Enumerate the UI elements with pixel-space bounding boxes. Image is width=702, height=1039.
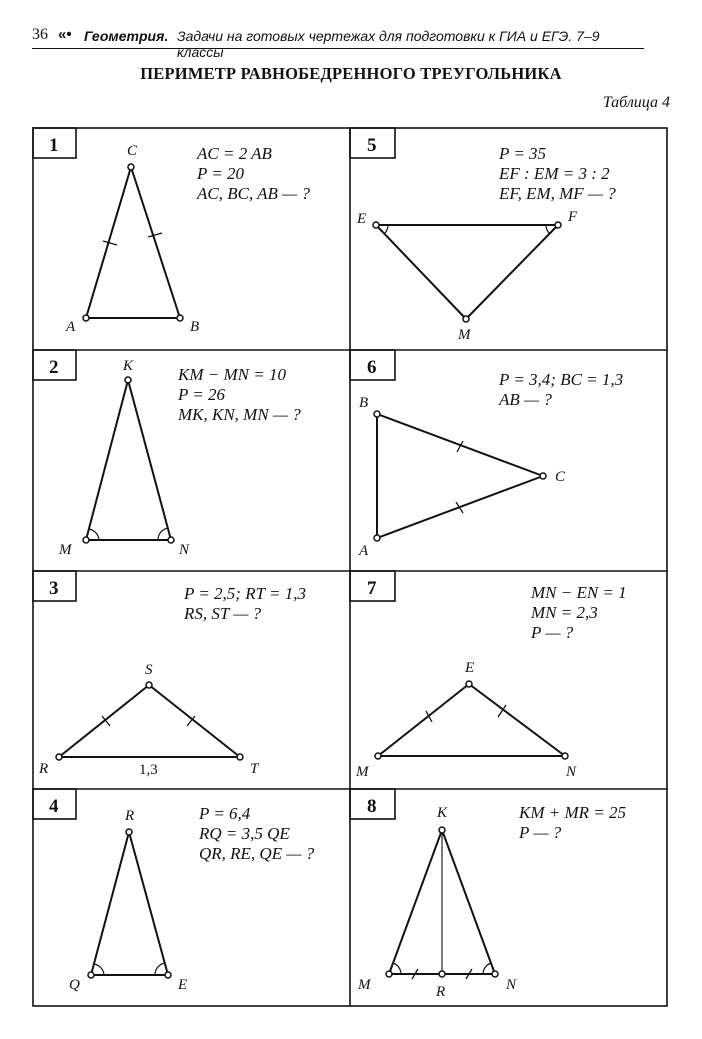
vertex-label: E — [465, 660, 475, 676]
condition-line: P = 6,4 — [199, 804, 251, 823]
condition-line: P = 26 — [178, 385, 226, 404]
book-subtitle: Задачи на готовых чертежах для подготовки к ГИА и ЕГЭ. 7–9 классы — [177, 28, 600, 60]
problem-number-4: 4 — [49, 796, 59, 817]
page-number: 36 — [32, 26, 48, 43]
vertex-label: C — [555, 469, 566, 485]
condition-line: KM + MR = 25 — [519, 803, 626, 822]
vertex-label: M — [59, 542, 72, 558]
problem-number-2: 2 — [49, 357, 59, 378]
problem-4-figure — [69, 804, 315, 993]
book-title: Геометрия. — [84, 28, 169, 44]
vertex-label: A — [359, 543, 369, 559]
problem-6-figure — [358, 370, 623, 559]
condition-line: P = 2,5; RT = 1,3 — [184, 584, 306, 603]
condition-line: AC = 2 AB — [197, 144, 272, 163]
condition-line: RS, ST — ? — [184, 604, 262, 623]
vertex-label: C — [127, 143, 138, 159]
problem-number-3: 3 — [49, 578, 59, 599]
table-label: Таблица 4 — [602, 94, 670, 111]
problem-7-figure — [355, 583, 627, 780]
vertex-label: B — [359, 395, 369, 411]
vertex-label: A — [66, 319, 76, 335]
condition-line: EF : EM = 3 : 2 — [499, 164, 610, 183]
condition-line: P — ? — [519, 823, 562, 842]
condition-line: MN − EN = 1 — [531, 583, 627, 602]
page-title: ПЕРИМЕТР РАВНОБЕДРЕННОГО ТРЕУГОЛЬНИКА — [140, 64, 562, 83]
condition-line: KM − MN = 10 — [178, 365, 286, 384]
vertex-label: K — [437, 805, 448, 821]
problem-number-6: 6 — [367, 357, 377, 378]
problem-number-8: 8 — [367, 796, 377, 817]
vertex-label: N — [179, 542, 190, 558]
vertex-label: Q — [69, 977, 80, 993]
condition-line: P = 35 — [499, 144, 547, 163]
vertex-label: R — [39, 761, 49, 777]
vertex-label: E — [357, 211, 367, 227]
problem-3-figure — [38, 584, 306, 778]
condition-line: MN = 2,3 — [531, 603, 598, 622]
vertex-label: E — [178, 977, 188, 993]
vertex-label: R — [436, 984, 446, 1000]
condition-line: AC, BC, AB — ? — [197, 184, 311, 203]
header-mark: «• — [58, 26, 72, 43]
problems-table — [32, 127, 668, 1007]
condition-line: QR, RE, QE — ? — [199, 844, 315, 863]
vertex-label: M — [458, 327, 471, 343]
vertex-label: B — [190, 319, 200, 335]
problem-5-figure — [356, 144, 616, 343]
condition-line: EF, EM, MF — ? — [499, 184, 616, 203]
condition-line: P — ? — [531, 623, 574, 642]
problem-number-7: 7 — [367, 578, 377, 599]
problem-1-figure — [65, 143, 311, 335]
page-header — [32, 26, 644, 60]
problem-2-figure — [58, 358, 301, 558]
vertex-label: R — [125, 808, 135, 824]
vertex-label: F — [568, 209, 578, 225]
problem-number-1: 1 — [49, 135, 59, 156]
vertex-label: T — [250, 761, 259, 777]
condition-line: P = 3,4; BC = 1,3 — [499, 370, 624, 389]
vertex-label: M — [356, 764, 369, 780]
vertex-label: S — [145, 662, 153, 678]
vertex-label: M — [358, 977, 371, 993]
vertex-label: N — [566, 764, 577, 780]
problem-number-5: 5 — [367, 135, 377, 156]
condition-line: MK, KN, MN — ? — [178, 405, 301, 424]
vertex-label: N — [506, 977, 517, 993]
condition-line: AB — ? — [499, 390, 552, 409]
condition-line: P = 20 — [197, 164, 245, 183]
side-length-label: 1,3 — [139, 762, 158, 778]
vertex-label: K — [123, 358, 134, 374]
problem-8-figure — [357, 803, 626, 1000]
condition-line: RQ = 3,5 QE — [199, 824, 290, 843]
